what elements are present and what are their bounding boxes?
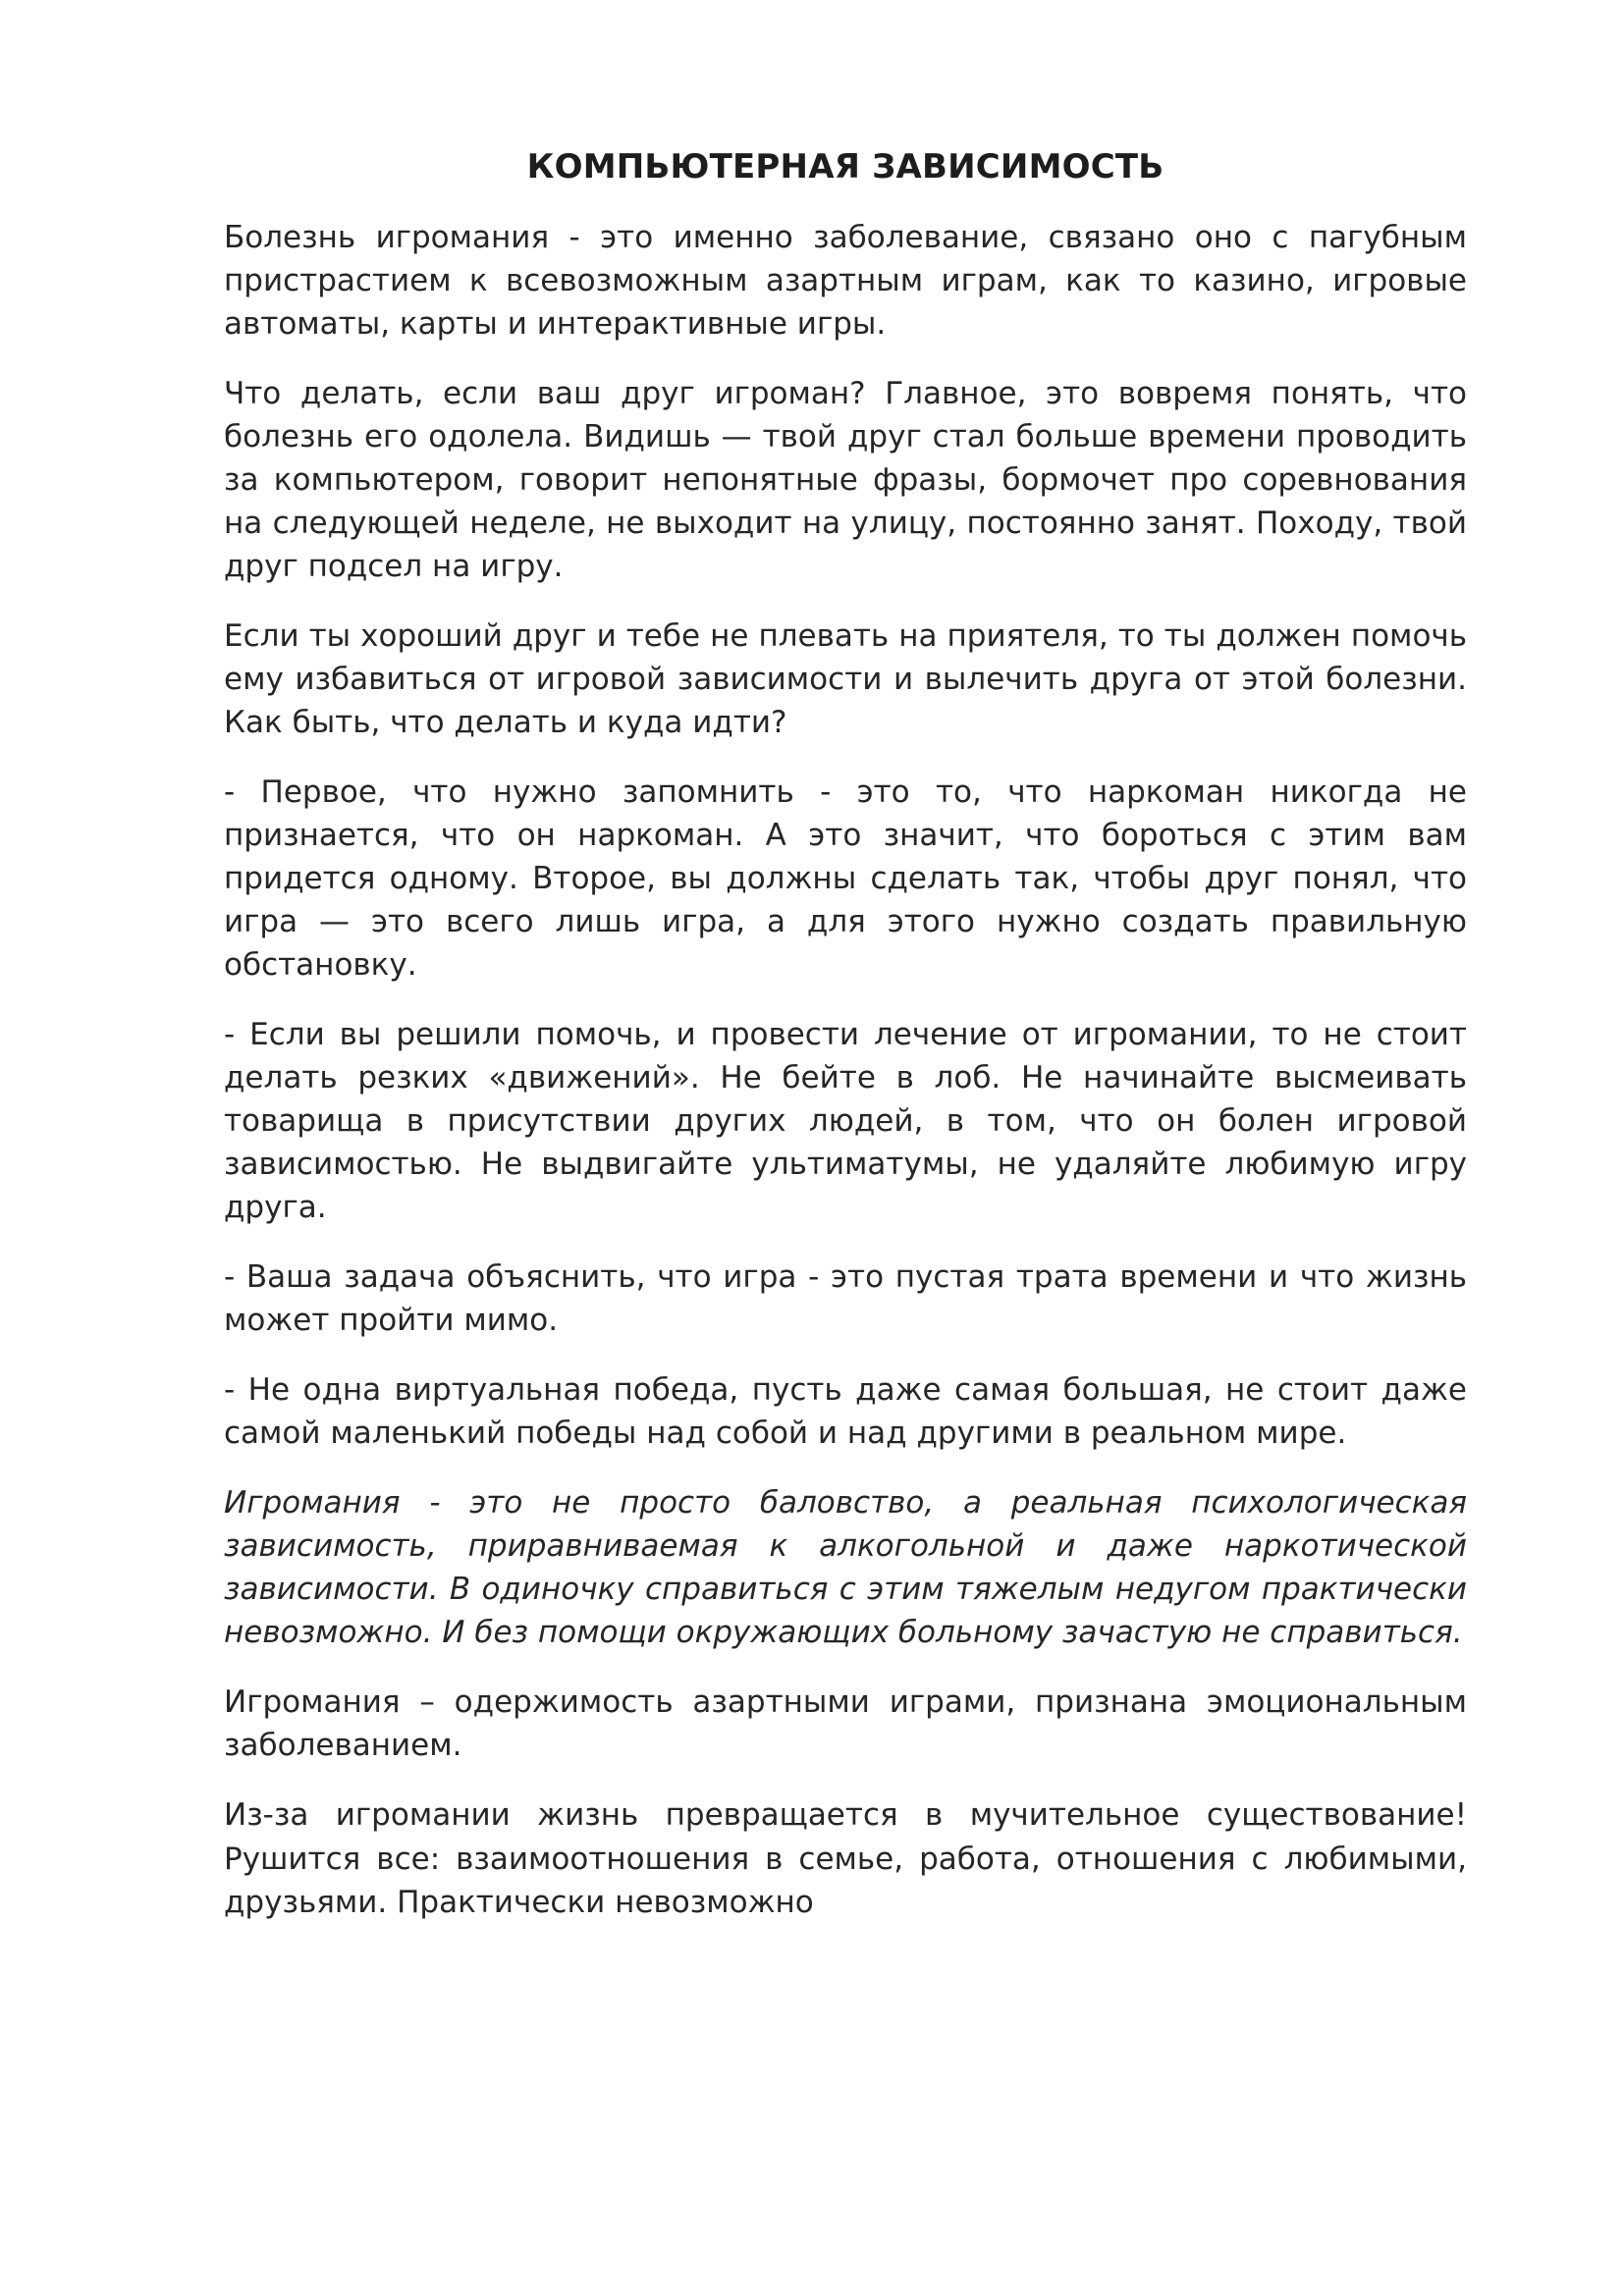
- paragraph: - Ваша задача объяснить, что игра - это пустая трата времени и что жизнь может пройти мимо.: [224, 1259, 1467, 1339]
- page-title: КОМПЬЮТЕРНАЯ ЗАВИСИМОСТЬ: [526, 147, 1164, 187]
- paragraph: - Не одна виртуальная победа, пусть даже самая большая, не стоит даже самой маленький победы над собой и над другими в реальном мире.: [224, 1372, 1467, 1452]
- paragraph: Болезнь игромания - это именно заболевание, связано оно с пагубным пристрастием к всевозможным азартным играм, как то казино, игровые автоматы, карты и интерактивные игры.: [224, 220, 1467, 343]
- paragraph: Что делать, если ваш друг игроман? Главное, это вовремя понять, что болезнь его одолела. Видишь — твой друг стал больше времени проводить за компьютером, говорит непонятные фразы, бормочет про соревнования на следующей неделе, не выходит на улицу, постоянно занят. Походу, твой друг подсел на игру.: [224, 376, 1467, 585]
- paragraph: - Если вы решили помочь, и провести лечение от игромании, то не стоит делать резких «движений». Не бейте в лоб. Не начинайте высмеивать товарища в присутствии других людей, в том, что он болен игровой зависимостью. Не выдвигайте ультиматумы, не удаляйте любимую игру друга.: [224, 1017, 1467, 1226]
- paragraph-emphasis: Игромания - это не просто баловство, а реальная психологическая зависимость, приравниваемая к алкогольной и даже наркотической зависимости. В одиночку справиться с этим тяжелым недугом практически невозможно. И без помощи окружающих больному зачастую не справиться.: [224, 1485, 1467, 1651]
- paragraph: Если ты хороший друг и тебе не плевать на приятеля, то ты должен помочь ему избавиться от игровой зависимости и вылечить друга от этой болезни. Как быть, что делать и куда идти?: [224, 618, 1467, 741]
- paragraph: - Первое, что нужно запомнить - это то, что наркоман никогда не признается, что он наркоман. А это значит, что бороться с этим вам придется одному. Второе, вы должны сделать так, чтобы друг понял, что игра — это всего лишь игра, а для этого нужно создать правильную обстановку.: [224, 774, 1467, 984]
- paragraph: Игромания – одержимость азартными играми, признана эмоциональным заболеванием.: [224, 1684, 1467, 1764]
- paragraph: Из-за игромании жизнь превращается в мучительное существование! Рушится все: взаимоотношения в семье, работа, отношения с любимыми, друзьями. Практически невозможно: [224, 1797, 1467, 1920]
